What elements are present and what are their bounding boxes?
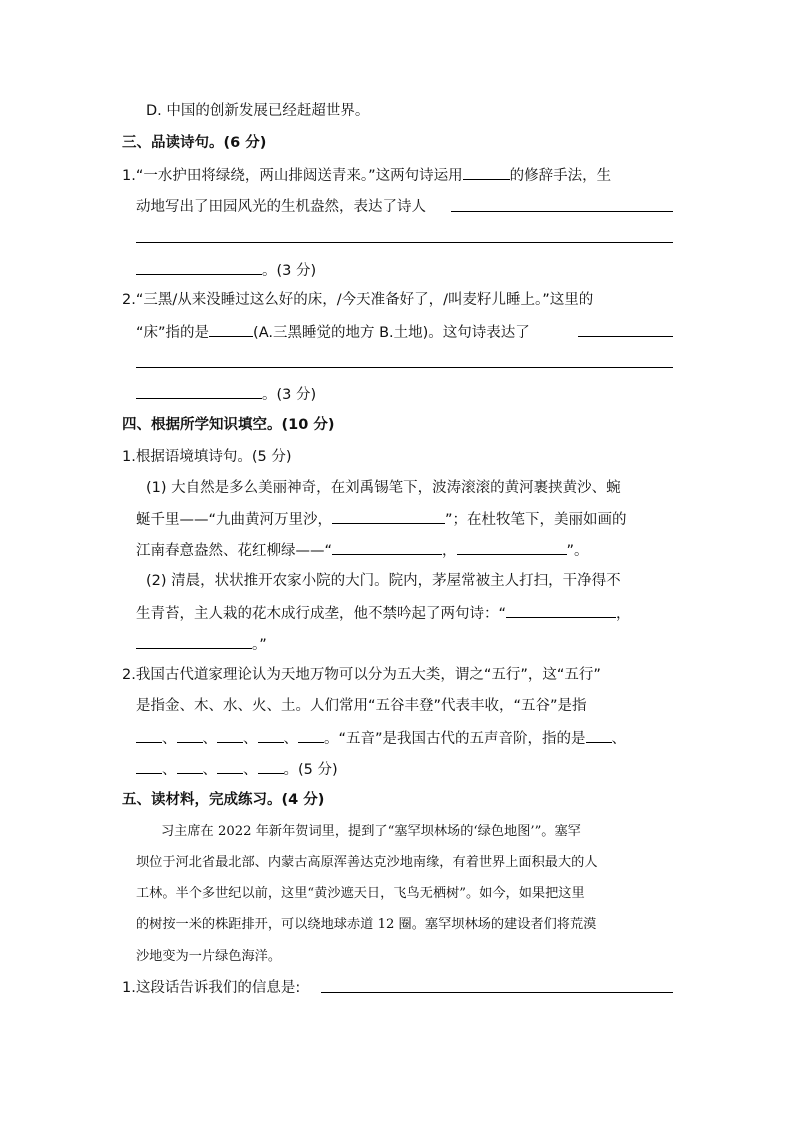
s4-q2-line3 <box>136 728 626 749</box>
separator: 、 <box>202 731 217 747</box>
separator: 、 <box>243 762 258 778</box>
s4-q1-p1-text-b2: ”；在杜牧笔下，美丽如画的 <box>445 512 627 528</box>
s3-q1-score: 。(3 分) <box>262 263 317 279</box>
separator: 、 <box>243 731 258 747</box>
s4-q1-p2-text-b2: ， <box>616 606 631 622</box>
s3-q1-text-b: 的修辞手法，生 <box>509 168 612 184</box>
s3-q1-answer-line-2[interactable] <box>136 242 673 243</box>
section-4-title: 四、根据所学知识填空。(10 分) <box>122 417 335 433</box>
s4-q1-p2-text-b1: 生青苔，主人栽的花木成行成垄，他不禁吟起了两句诗：“ <box>136 606 507 622</box>
s4-q1-head: 1.根据语境填诗句。(5 分) <box>122 449 292 465</box>
s4-q2-tone-blank-5[interactable] <box>258 759 284 774</box>
s4-q2-grain-blank-4[interactable] <box>258 728 284 743</box>
s3-q1-answer-line-1[interactable] <box>451 211 673 212</box>
s4-q2-tone-blank-3[interactable] <box>177 759 203 774</box>
s4-q2-line1: 2.我国古代道家理论认为天地万物可以分为五大类，谓之“五行”，这“五行” <box>122 667 601 683</box>
separator: 、 <box>162 731 177 747</box>
s3-q1-line1 <box>122 165 611 186</box>
s4-q2-grain-blank-2[interactable] <box>177 728 203 743</box>
s3-q2-answer-line-3[interactable] <box>136 384 262 399</box>
s3-q2-score: 。(3 分) <box>262 387 317 403</box>
s4-q1-p1-text-c1: 江南春意盎然、花红柳绿——“ <box>136 543 333 559</box>
s4-q2-score: 。(5 分) <box>283 762 338 778</box>
s4-q2-grain-blank-3[interactable] <box>217 728 243 743</box>
section-5-title: 五、读材料，完成练习。(4 分) <box>122 792 325 808</box>
s5-q1-text: 1.这段话告诉我们的信息是: <box>122 980 301 996</box>
separator: 、 <box>202 762 217 778</box>
passage-line: 坝位于河北省最北部、内蒙古高原浑善达克沙地南缘，有着世界上面积最大的人 <box>136 855 598 870</box>
s4-q2-line2: 是指金、木、水、火、土。人们常用“五谷丰登”代表丰收，“五谷”是指 <box>136 698 587 714</box>
s4-q1-blank-4[interactable] <box>506 603 616 618</box>
s4-q2-line4 <box>136 759 338 780</box>
separator: 、 <box>283 731 298 747</box>
s4-q1-p1-text-c2: ， <box>442 543 457 559</box>
s3-q2-answer-line-1[interactable] <box>578 336 673 337</box>
separator: 、 <box>611 731 627 747</box>
s4-q1-p1-line2 <box>136 509 627 530</box>
s4-q2-grain-blank-1[interactable] <box>136 728 162 743</box>
s4-q1-blank-5[interactable] <box>136 634 252 649</box>
s3-q1-line4 <box>136 260 316 281</box>
s3-q1-blank-rhetoric[interactable] <box>463 165 510 180</box>
passage-line: 工林。半个多世纪以前，这里“黄沙遮天日，飞鸟无栖树”。如今，如果把这里 <box>136 886 585 901</box>
s3-q1-line2 <box>136 197 426 217</box>
s4-q1-p1-text-c3: ”。 <box>566 543 589 559</box>
s3-q1-answer-line-3[interactable] <box>136 260 262 275</box>
s3-q2-text-a: 2.“三黑/从来没睡过这么好的床，/今天准备好了，/叫麦籽儿睡上。”这里的 <box>122 292 594 308</box>
s3-q2-text-b: “床”指的是 <box>136 325 210 341</box>
s4-q1-p1-line3 <box>136 540 589 561</box>
s4-q1-p1-text-b1: 蜒千里——“九曲黄河万里沙， <box>136 512 333 528</box>
s4-q1-p2-line1: (2) 清晨，状状推开农家小院的大门。院内，茅屋常被主人打扫，干净得不 <box>146 573 621 589</box>
passage-line: 的树按一米的株距排开，可以绕地球赤道 12 圈。塞罕坝林场的建设者们将荒漠 <box>136 917 597 932</box>
s5-q1-line <box>122 978 300 998</box>
s4-q2-text-c: 。“五音”是我国古代的五声音阶，指的是 <box>324 731 586 747</box>
s4-q2-tone-blank-1[interactable] <box>586 728 612 743</box>
s4-q1-blank-2[interactable] <box>332 540 442 555</box>
section-3-title: 三、品读诗句。(6 分) <box>122 135 267 151</box>
s3-q2-blank-choice[interactable] <box>209 322 253 337</box>
s3-q2-answer-line-2[interactable] <box>136 367 673 368</box>
s4-q1-blank-3[interactable] <box>457 540 567 555</box>
s4-q1-p1-line1: (1) 大自然是多么美丽神奇，在刘禹锡笔下，波涛滚滚的黄河裹挟黄沙、蜿 <box>146 480 621 496</box>
passage-line: 沙地变为一片绿色海洋。 <box>136 949 282 964</box>
s4-q1-p2-text-c: 。” <box>252 637 267 653</box>
s3-q2-line1 <box>122 290 593 310</box>
s4-q1-p2-line3 <box>136 634 267 655</box>
s3-q2-text-c: (A.三黑睡觉的地方 B.土地)。这句诗表达了 <box>253 325 530 341</box>
s3-q1-text-c: 动地写出了田园风光的生机盎然，表达了诗人 <box>136 199 426 215</box>
s3-q2-line4 <box>136 384 316 405</box>
s5-q1-answer-line[interactable] <box>321 992 673 993</box>
s4-q1-blank-1[interactable] <box>332 509 445 524</box>
option-d: D. 中国的创新发展已经赶超世界。 <box>146 103 370 119</box>
separator: 、 <box>162 762 177 778</box>
s4-q2-tone-blank-2[interactable] <box>136 759 162 774</box>
s4-q1-p2-line2 <box>136 603 631 624</box>
passage-line: 习主席在 2022 年新年贺词里，提到了“塞罕坝林场的‘绿色地图’”。塞罕 <box>161 824 581 839</box>
s4-q2-tone-blank-4[interactable] <box>217 759 243 774</box>
s4-q2-grain-blank-5[interactable] <box>298 728 324 743</box>
s3-q2-line2 <box>136 322 530 343</box>
s3-q1-text-a: 1.“一水护田将绿绕，两山排闼送青来。”这两句诗运用 <box>122 168 463 184</box>
